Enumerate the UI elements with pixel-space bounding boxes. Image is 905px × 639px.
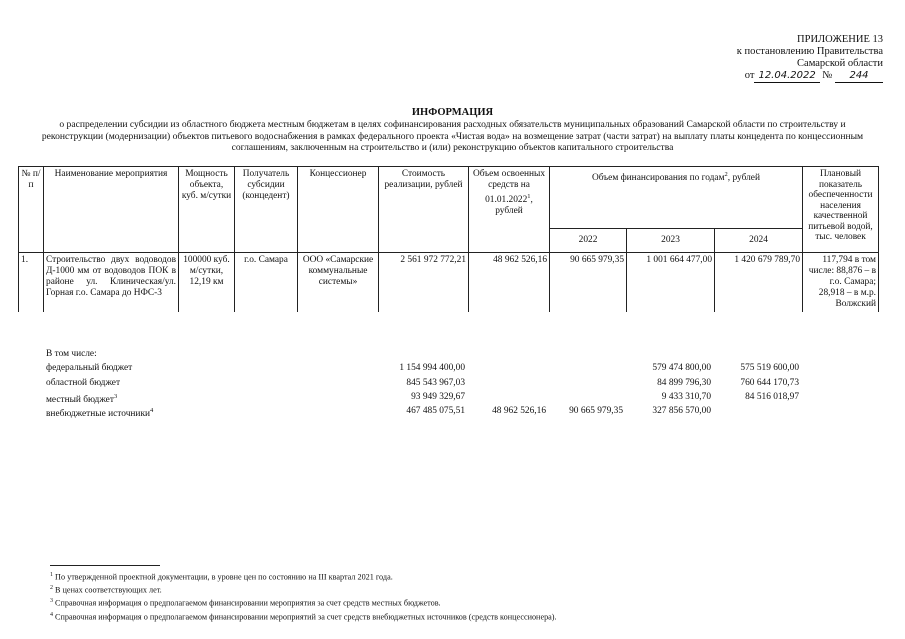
breakdown-label: внебюджетные источники$^4$ (46, 407, 154, 420)
row-num: 1. (19, 253, 44, 313)
header-year-2023: 2023 (627, 229, 715, 253)
header-year-2024: 2024 (715, 229, 803, 253)
header-funding: Объем финансирования по годам$^2$, рублей (550, 167, 803, 229)
breakdown-value-cost: 93 949 329,67 (411, 391, 465, 402)
row-mastered: 48 962 526,16 (469, 253, 550, 313)
breakdown-value-y2023: 327 856 570,00 (652, 406, 711, 417)
breakdown-value-cost: 1 154 994 400,00 (399, 363, 465, 374)
row-2024: 1 420 679 789,70 (715, 253, 803, 313)
document-title: ИНФОРМАЦИЯ (411, 107, 494, 118)
table-row (19, 253, 879, 313)
breakdown-heading: В том числе: (46, 349, 97, 359)
breakdown-value-y2022: 90 665 979,35 (569, 406, 623, 417)
header-indicator: Плановый показатель обеспеченности населения качественной питьевой водой, тыс. человек (803, 167, 879, 253)
footnote-item: $^4$ Справочная информация о предполагаемом финансировании мероприятий за счет средств внебюджетных источников (средств концессионера). (50, 611, 557, 622)
appendix-decree: к постановлению Правительства (736, 46, 883, 57)
appendix-date-line (683, 70, 883, 83)
breakdown-label: областной бюджет (46, 377, 121, 388)
row-concessionaire: ООО «Самарские коммунальные системы» (298, 253, 379, 313)
row-name: Строительство двух водоводов Д-1000 мм от водоводов ПОК в районе ул. Клиническая/ул. Горная г.о. Самара до НФС-3 (44, 253, 179, 313)
breakdown-value-y2024: 84 516 018,97 (745, 391, 799, 402)
header-num: № п/п (19, 167, 44, 253)
breakdown-value-y2023: 84 899 796,30 (657, 377, 711, 388)
breakdown-value-y2024: 760 644 170,73 (740, 377, 799, 388)
row-cost: 2 561 972 772,21 (379, 253, 469, 313)
breakdown-label: федеральный бюджет (46, 363, 133, 374)
breakdown-label: местный бюджет$^3$ (46, 392, 118, 406)
date-prefix: от (744, 70, 755, 81)
header-recipient: Получатель субсидии (концедент) (235, 167, 298, 253)
footnote-item: $^2$ В ценах соответствующих лет. (50, 585, 162, 595)
appendix-block (683, 34, 883, 83)
breakdown-value-cost: 845 543 967,03 (406, 377, 465, 388)
header-name: Наименование мероприятия (44, 167, 179, 253)
breakdown-value-mastered: 48 962 526,16 (492, 406, 546, 417)
funding-table (18, 166, 879, 312)
header-capacity: Мощность объекта, куб. м/сутки (179, 167, 235, 253)
number-prefix: № (822, 70, 833, 81)
header-concessionaire: Концессионер (298, 167, 379, 253)
appendix-title: ПРИЛОЖЕНИЕ 13 (797, 34, 883, 45)
header-mastered: Объем освоенных средств на 01.01.2022$^1$, рублей (469, 167, 550, 253)
document-subtitle: о распределении субсидии из областного бюджета местным бюджетам в целях софинансирования расходных обязательств муниципальных образований Самарской области по строительству и реконструкции (модернизации) объектов питьевого водоснабжения в рамках федерального проекта «Чистая вода» на возмещение затрат (части затрат) на выплату платы концедента по концессионным соглашениям, заключенным на строительство и (или) реконструкцию объектов капитального строительства (41, 119, 864, 153)
breakdown-value-y2023: 9 433 310,70 (661, 391, 711, 402)
row-capacity: 100000 куб. м/сутки, 12,19 км (179, 253, 235, 313)
footnotes (50, 570, 557, 623)
row-2022: 90 665 979,35 (550, 253, 627, 313)
handwritten-date: 12.04.2022 (754, 70, 819, 83)
breakdown-value-cost: 467 485 075,51 (406, 406, 465, 417)
footnote-divider (50, 565, 160, 566)
footnote-item: $^3$ Справочная информация о предполагаемом финансировании мероприятия за счет средств местных бюджетов. (50, 598, 441, 609)
row-2023: 1 001 664 477,00 (627, 253, 715, 313)
header-year-2022: 2022 (550, 229, 627, 253)
appendix-region: Самарской области (797, 58, 883, 69)
row-recipient: г.о. Самара (235, 253, 298, 313)
handwritten-number: 244 (835, 70, 883, 83)
footnote-item: $^1$ По утвержденной проектной документации, в уровне цен по состоянию на III квартал 2021 года. (50, 572, 393, 582)
row-indicator: 117,794 в том числе: 88,876 – в г.о. Самара; 28,918 – в м.р. Волжский (803, 253, 879, 313)
breakdown-value-y2023: 579 474 800,00 (652, 363, 711, 374)
header-cost: Стоимость реализации, рублей (379, 167, 469, 253)
breakdown-value-y2024: 575 519 600,00 (740, 363, 799, 374)
